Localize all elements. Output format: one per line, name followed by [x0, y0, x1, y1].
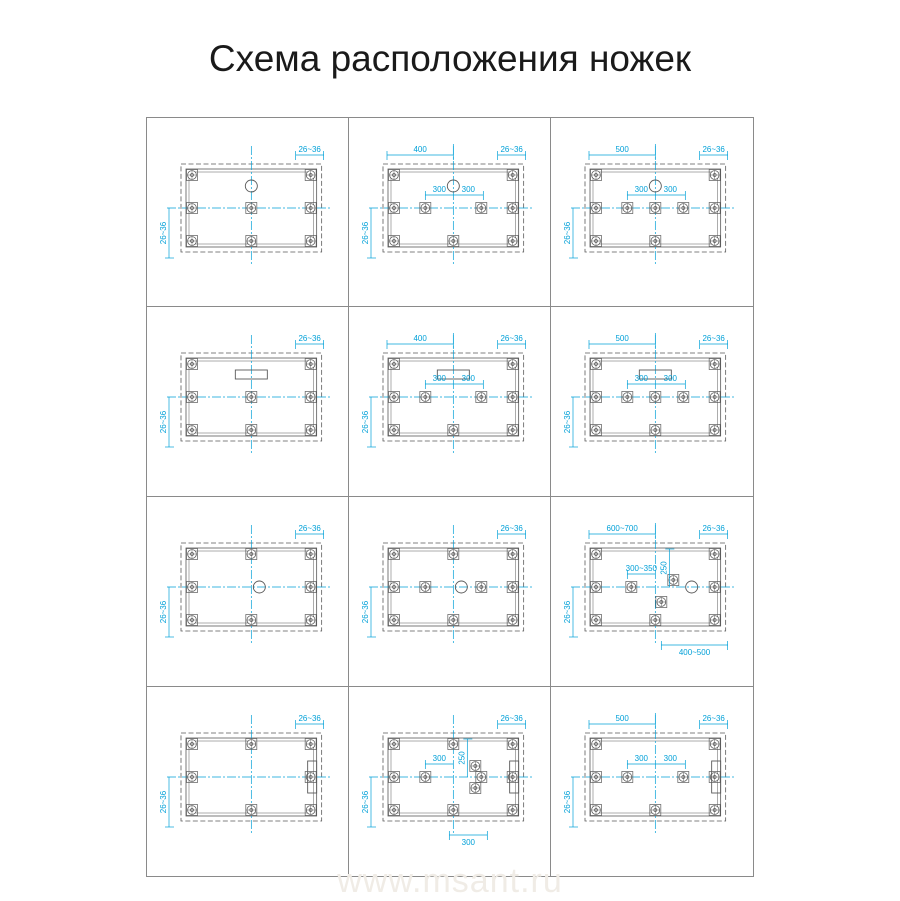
watermark: www.msant.ru: [337, 862, 563, 900]
scheme-cell-6: [551, 307, 754, 497]
svg-text:300: 300: [432, 754, 446, 764]
svg-text:26~36: 26~36: [563, 600, 573, 624]
svg-text:26~36: 26~36: [360, 790, 370, 814]
scheme-cell-3: [551, 117, 754, 307]
svg-text:500: 500: [615, 334, 630, 344]
svg-text:300: 300: [432, 185, 446, 195]
svg-text:26~36: 26~36: [500, 714, 523, 724]
scheme-cell-8: [349, 497, 552, 687]
svg-text:26~36: 26~36: [298, 714, 321, 724]
svg-text:26~36: 26~36: [702, 145, 726, 155]
svg-text:26~36: 26~36: [500, 524, 523, 534]
scheme-cell-7: [146, 497, 349, 687]
svg-text:250: 250: [456, 751, 466, 765]
svg-text:300: 300: [663, 754, 678, 764]
svg-text:500: 500: [615, 714, 630, 724]
svg-text:26~36: 26~36: [500, 145, 523, 155]
scheme-cell-2: [349, 117, 552, 307]
svg-text:600~700: 600~700: [606, 524, 639, 534]
svg-text:400: 400: [413, 145, 427, 155]
svg-text:26~36: 26~36: [702, 714, 726, 724]
svg-text:26~36: 26~36: [158, 410, 168, 434]
svg-text:26~36: 26~36: [158, 221, 168, 245]
scheme-cell-10: [146, 687, 349, 877]
svg-text:300: 300: [634, 374, 649, 384]
svg-text:26~36: 26~36: [702, 524, 726, 534]
svg-text:250: 250: [659, 561, 669, 575]
svg-text:26~36: 26~36: [360, 600, 370, 624]
svg-text:300: 300: [461, 185, 475, 195]
svg-text:300: 300: [461, 837, 475, 847]
svg-text:26~36: 26~36: [702, 334, 726, 344]
svg-text:26~36: 26~36: [298, 524, 321, 534]
svg-text:26~36: 26~36: [500, 334, 523, 344]
scheme-cell-12: [551, 687, 754, 877]
scheme-cell-5: [349, 307, 552, 497]
scheme-cell-4: [146, 307, 349, 497]
svg-text:500: 500: [615, 145, 630, 155]
svg-text:400~500: 400~500: [679, 647, 711, 657]
scheme-cell-11: [349, 687, 552, 877]
page-title: Схема расположения ножек: [208, 38, 692, 79]
scheme-cell-1: [146, 117, 349, 307]
svg-text:26~36: 26~36: [158, 600, 168, 624]
svg-text:400: 400: [413, 334, 427, 344]
svg-text:300: 300: [634, 754, 649, 764]
svg-text:300: 300: [461, 374, 475, 384]
svg-text:26~36: 26~36: [563, 790, 573, 814]
svg-text:300: 300: [432, 374, 446, 384]
svg-text:300: 300: [663, 374, 678, 384]
svg-text:26~36: 26~36: [298, 334, 321, 344]
svg-text:26~36: 26~36: [563, 410, 573, 434]
svg-text:26~36: 26~36: [563, 221, 573, 245]
svg-text:300~350: 300~350: [626, 564, 658, 574]
svg-text:26~36: 26~36: [360, 410, 370, 434]
scheme-cell-9: [551, 497, 754, 687]
svg-text:26~36: 26~36: [298, 145, 321, 155]
svg-text:300: 300: [634, 185, 649, 195]
svg-text:26~36: 26~36: [360, 221, 370, 245]
schemes-grid: [146, 117, 754, 877]
svg-text:300: 300: [663, 185, 678, 195]
svg-text:26~36: 26~36: [158, 790, 168, 814]
